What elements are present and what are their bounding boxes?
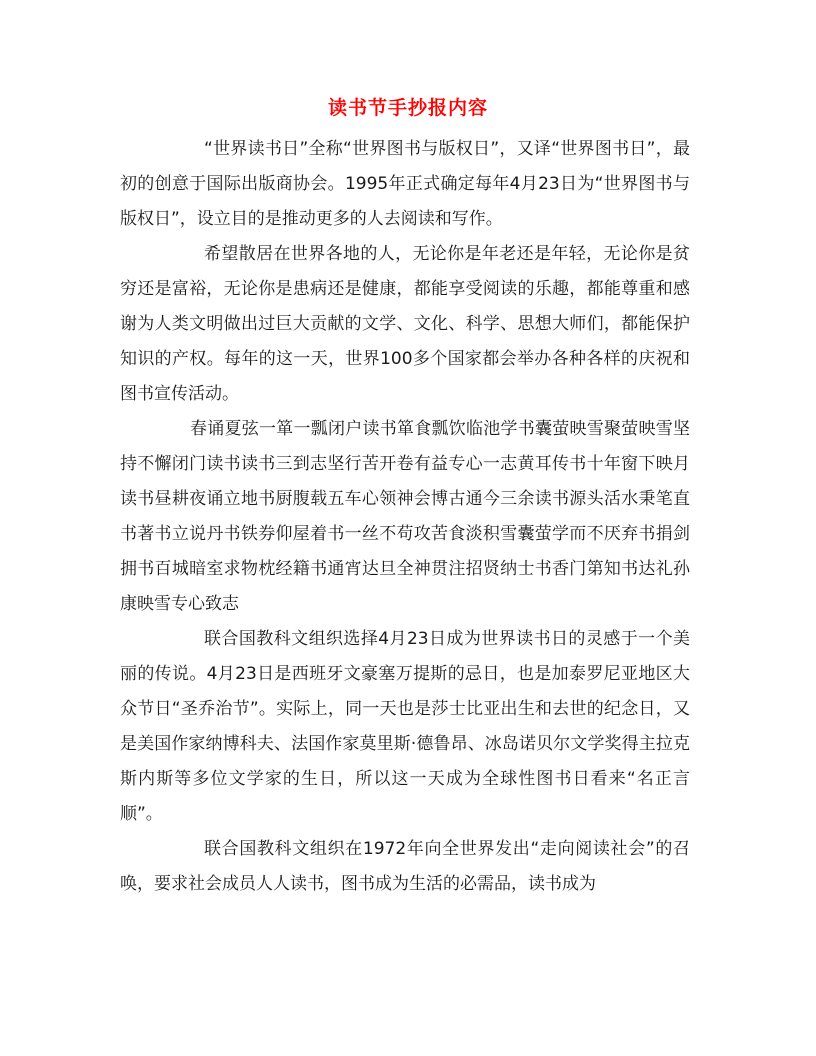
paragraph-reading-wish: 希望散居在世界各地的人，无论你是年老还是年轻，无论你是贫穷还是富裕，无论你是患病还是健康，都能享受阅读的乐趣，都能尊重和感谢为人类文明做出过巨大贡献的文学、文化、科学、思想大师们，都能保护知识的产权。每年的这一天，世界100多个国家都会举办各种各样的庆祝和图书宣传活动。 xyxy=(120,244,690,404)
paragraph-reading-society: 联合国教科文组织在1972年向全世界发出“走向阅读社会”的召唤，要求社会成员人人读书，图书成为生活的必需品，读书成为 xyxy=(120,839,690,894)
page-title: 读书节手抄报内容 xyxy=(327,97,488,119)
paragraph-reading-idioms: 春诵夏弦一箪一瓢闭户读书箪食瓢饮临池学书囊萤映雪聚萤映雪坚持不懈闭门读书读书三到志坚行苦开卷有益专心一志黄耳传书十年窗下映月读书昼耕夜诵立地书厨腹载五车心领神会博古通今三余读书源头活水秉笔直书著书立说丹书铁券仰屋着书一丝不苟攻苦食淡积雪囊萤学而不厌弃书捐剑拥书百城暗室求物枕经籍书通宵达旦全神贯注招贤纳士书香门第知书达礼孙康映雪专心致志 xyxy=(120,419,690,614)
paragraph-world-book-day-intro: “世界读书日”全称“世界图书与版权日”，又译“世界图书日”，最初的创意于国际出版商协会。1995年正式确定每年4月23日为“世界图书与版权日”，设立目的是推动更多的人去阅读和写作。 xyxy=(120,139,690,229)
document-body xyxy=(120,132,690,902)
paragraph-april-23-origin: 联合国教科文组织选择4月23日成为世界读书日的灵感于一个美丽的传说。4月23日是西班牙文豪塞万提斯的忌日，也是加泰罗尼亚地区大众节日“圣乔治节”。实际上，同一天也是莎士比亚出生和去世的纪念日，又是美国作家纳博科夫、法国作家莫里斯·德鲁昂、冰岛诺贝尔文学奖得主拉克斯内斯等多位文学家的生日，所以这一天成为全球性图书日看来“名正言顺”。 xyxy=(120,629,690,824)
